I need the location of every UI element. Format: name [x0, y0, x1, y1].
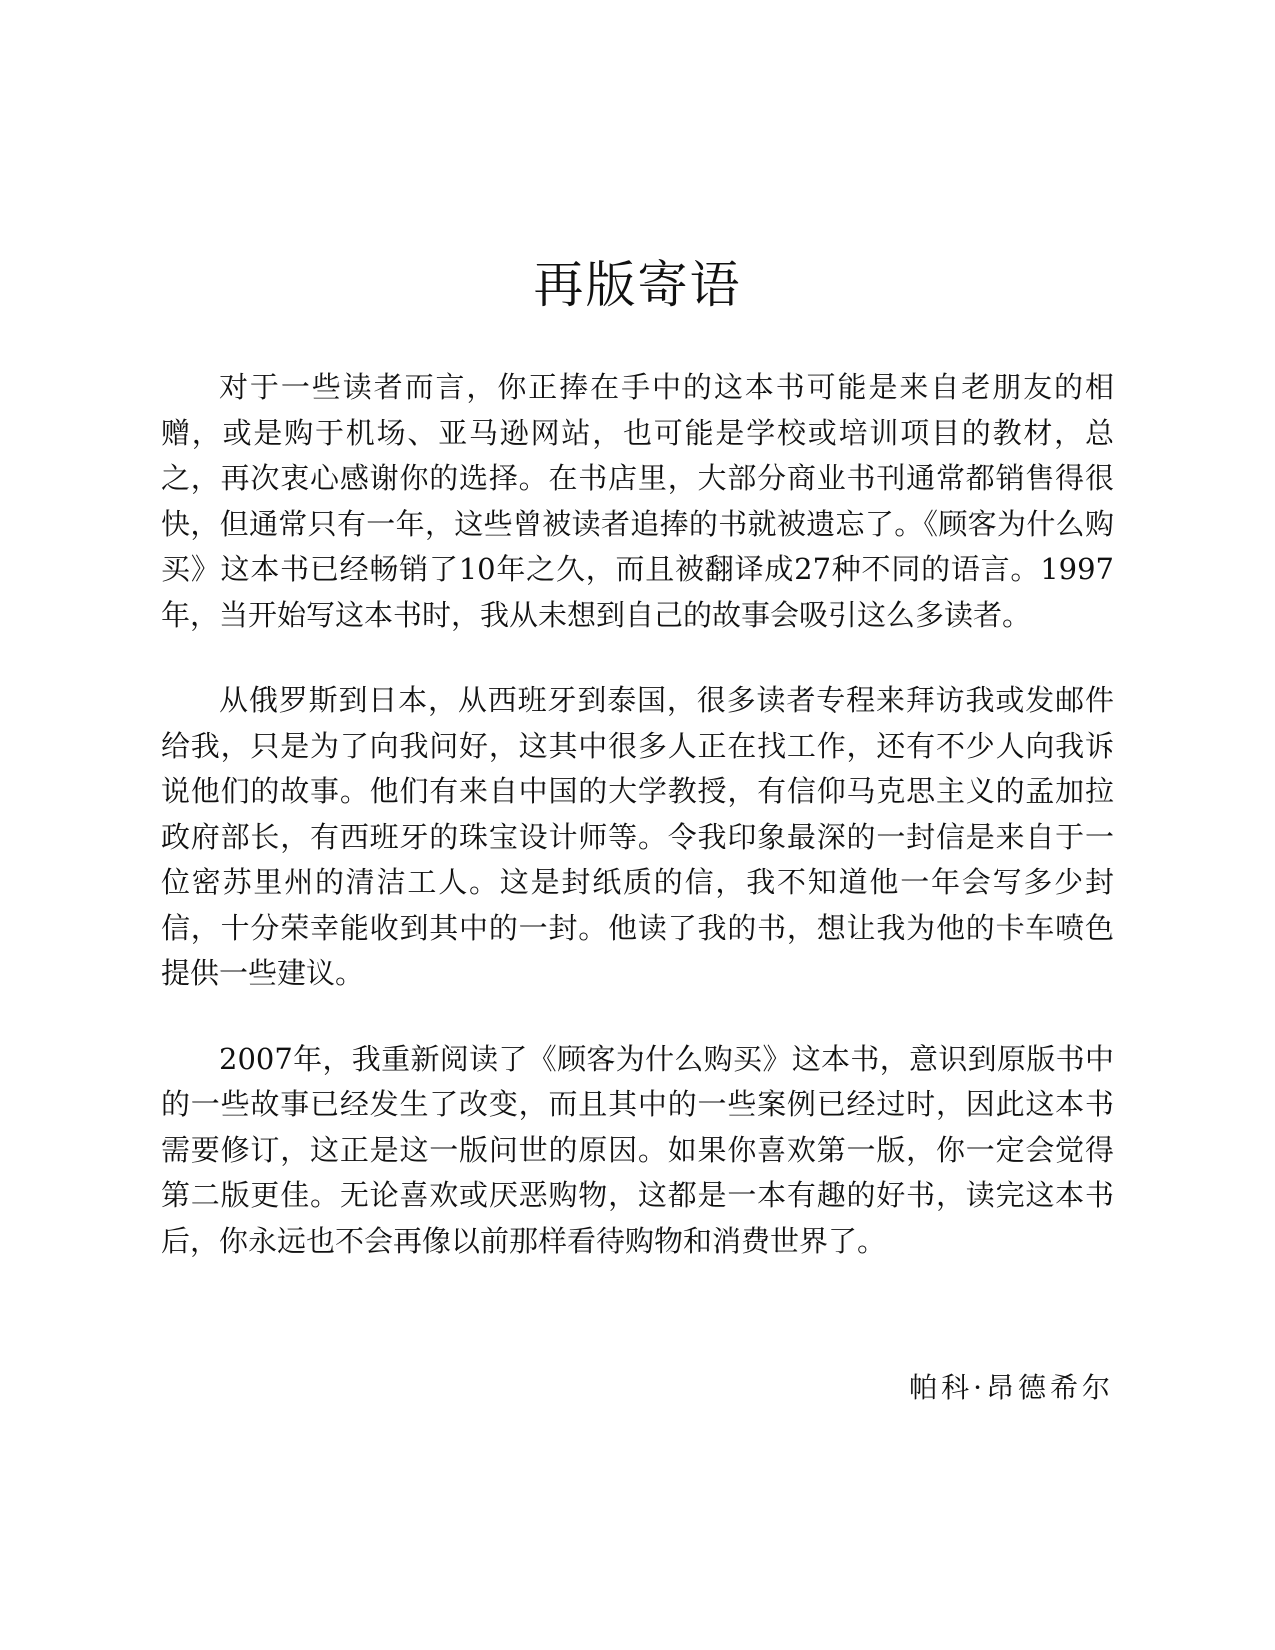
paragraph-2: 从俄罗斯到日本，从西班牙到泰国，很多读者专程来拜访我或发邮件给我，只是为了向我问好，这其中很多人正在找工作，还有不少人向我诉说他们的故事。他们有来自中国的大学教授，有信仰马克思主义的孟加拉政府部长，有西班牙的珠宝设计师等。令我印象最深的一封信是来自于一位密苏里州的清洁工人。这是封纸质的信，我不知道他一年会写多少封信，十分荣幸能收到其中的一封。他读了我的书，想让我为他的卡车喷色提供一些建议。 [161, 683, 1114, 990]
author-signature: 帕科·昂德希尔 [909, 1371, 1114, 1404]
paragraph-3: 2007年，我重新阅读了《顾客为什么购买》这本书，意识到原版书中的一些故事已经发生了改变，而且其中的一些案例已经过时，因此这本书需要修订，这正是这一版问世的原因。如果你喜欢第一版，你一定会觉得第二版更佳。无论喜欢或厌恶购物，这都是一本有趣的好书，读完这本书后，你永远也不会再像以前那样看待购物和消费世界了。 [161, 1041, 1114, 1258]
page-title: 再版寄语 [533, 256, 742, 314]
document-body [161, 365, 1114, 1304]
paragraph-1: 对于一些读者而言，你正捧在手中的这本书可能是来自老朋友的相赠，或是购于机场、亚马逊网站，也可能是学校或培训项目的教材，总之，再次衷心感谢你的选择。在书店里，大部分商业书刊通常都销售得很快，但通常只有一年，这些曾被读者追捧的书就被遗忘了。《顾客为什么购买》这本书已经畅销了10年之久，而且被翻译成27种不同的语言。1997年，当开始写这本书时，我从未想到自己的故事会吸引这么多读者。 [161, 370, 1114, 632]
